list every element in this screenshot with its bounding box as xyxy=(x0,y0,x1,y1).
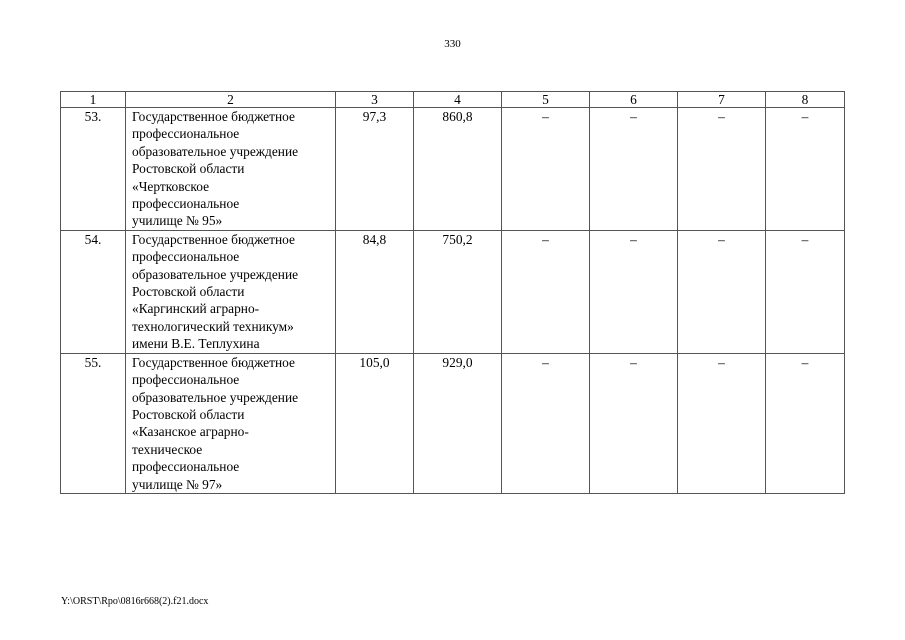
column-header: 4 xyxy=(414,92,502,108)
name-line: Государственное бюджетное xyxy=(132,109,295,124)
column-header: 3 xyxy=(336,92,414,108)
value-col8: – xyxy=(766,353,845,493)
value-col8: – xyxy=(766,108,845,231)
column-header: 1 xyxy=(61,92,126,108)
value-col8: – xyxy=(766,230,845,353)
value-col7: – xyxy=(678,353,766,493)
name-line: технологический техникум» xyxy=(132,318,294,334)
value-col5: – xyxy=(502,230,590,353)
value-col4: 929,0 xyxy=(414,353,502,493)
name-line: Ростовской области xyxy=(132,406,245,422)
row-number: 54. xyxy=(61,230,126,353)
name-line: «Чертковское xyxy=(132,178,210,194)
value-col5: – xyxy=(502,108,590,231)
name-line: профессиональное xyxy=(132,196,240,212)
value-col5: – xyxy=(502,353,590,493)
value-col3: 97,3 xyxy=(336,108,414,231)
value-col3: 84,8 xyxy=(336,230,414,353)
file-path: Y:\ORST\Rpo\0816r668(2).f21.docx xyxy=(61,596,209,607)
value-col4: 860,8 xyxy=(414,108,502,231)
name-line: училище № 95» xyxy=(132,213,223,229)
table-header-row xyxy=(61,92,845,108)
value-col4: 750,2 xyxy=(414,230,502,353)
row-number: 53. xyxy=(61,108,126,231)
name-line: техническое xyxy=(132,441,203,457)
column-header: 8 xyxy=(766,92,845,108)
name-line: профессиональное xyxy=(132,372,240,388)
name-line: профессиональное xyxy=(132,459,240,475)
name-line: «Каргинский аграрно- xyxy=(132,301,260,317)
name-line: образовательное учреждение xyxy=(132,143,299,159)
value-col3: 105,0 xyxy=(336,353,414,493)
table-row xyxy=(61,230,845,353)
table-row xyxy=(61,108,845,231)
value-col6: – xyxy=(590,230,678,353)
name-line: профессиональное xyxy=(132,249,240,265)
value-col7: – xyxy=(678,108,766,231)
value-col6: – xyxy=(590,108,678,231)
name-line: Государственное бюджетное xyxy=(132,231,295,247)
column-header: 2 xyxy=(126,92,336,108)
name-line: Ростовской области xyxy=(132,284,245,300)
column-header: 5 xyxy=(502,92,590,108)
institution-name xyxy=(126,353,336,493)
name-line: образовательное учреждение xyxy=(132,266,299,282)
institution-name xyxy=(126,108,336,231)
value-col6: – xyxy=(590,353,678,493)
name-line: Государственное бюджетное xyxy=(132,354,295,370)
name-line: «Казанское аграрно- xyxy=(132,424,249,440)
column-header: 6 xyxy=(590,92,678,108)
name-line: Ростовской области xyxy=(132,161,245,177)
table-row xyxy=(61,353,845,493)
institution-name xyxy=(126,230,336,353)
column-header: 7 xyxy=(678,92,766,108)
name-line: профессиональное xyxy=(132,126,240,142)
name-line: училище № 97» xyxy=(132,476,223,492)
data-table xyxy=(60,91,845,494)
row-number: 55. xyxy=(61,353,126,493)
name-line: образовательное учреждение xyxy=(132,389,299,405)
page-number: 330 xyxy=(444,38,461,50)
name-line: имени В.Е. Теплухина xyxy=(132,336,260,352)
value-col7: – xyxy=(678,230,766,353)
